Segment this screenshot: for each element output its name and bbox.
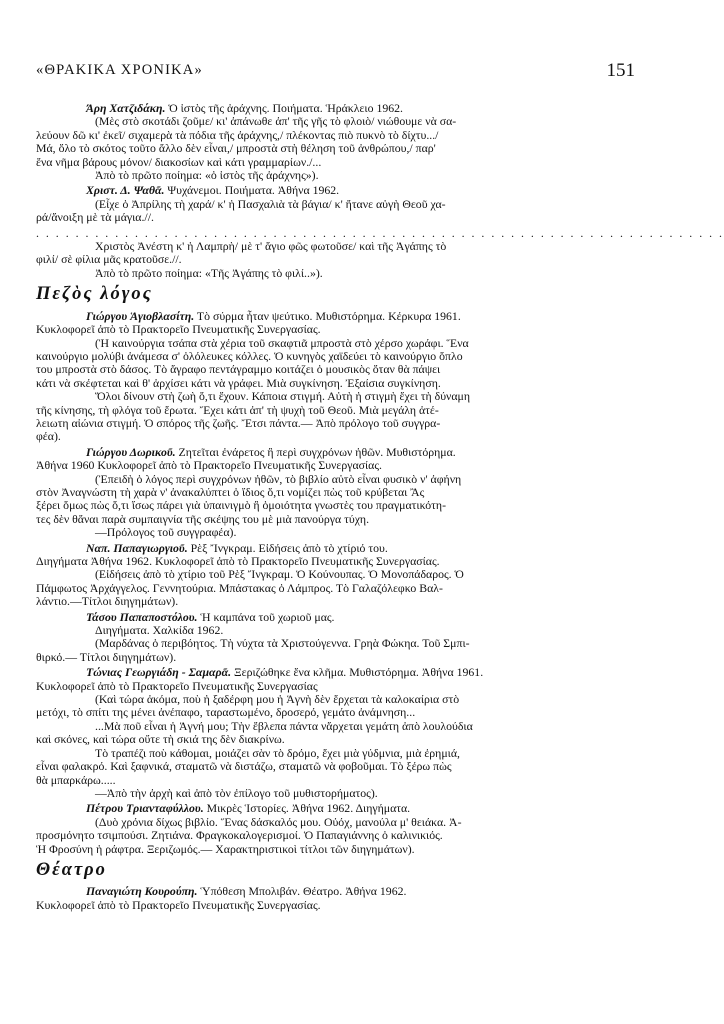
prose-entry bbox=[36, 542, 639, 609]
text-line: (Δυὸ χρόνια δίχως βιβλίο. Ἕνας δάσκαλός μου. Οὐόχ, μανούλα μ' θειάκα. Ἀ- bbox=[95, 814, 462, 829]
page-body bbox=[36, 101, 724, 912]
text-line: Πάμφωτος Ἀρχάγγελος. Γεννητούρια. Μπάστακας ὁ Λάμπρος. Τὸ Γαλαζόλεφκο Βαλ- bbox=[36, 580, 443, 595]
text-line: Κυκλοφορεῖ ἀπὸ τὸ Πρακτορεῖο Πνευματικῆς Συνεργασίας bbox=[36, 678, 318, 693]
page-number: 151 bbox=[606, 60, 635, 81]
text-line: Κυκλοφορεῖ ἀπὸ τὸ Πρακτορεῖο Πνευματικῆς Συνεργασίας. bbox=[36, 322, 321, 337]
text-line: ξέρει ὅμως πὼς ὅ,τι ἴσως πάρει γιὰ ὑπαινιγμὸ ἢ ὁμοιότητα γνωστὲς του πραγματικότη- bbox=[36, 498, 447, 513]
work-info: Ὁ ἱστὸς τῆς ἀράχνης. Ποιήματα. Ἡράκλειο 1962. bbox=[165, 101, 403, 115]
text-line: εἶναι φαλακρό. Καὶ ξαφνικά, σταματῶ νὰ διστάζω, σταματῶ νὰ φοβοῦμαι. Τὸ ξέρω πὼς bbox=[36, 759, 452, 774]
text-line: ρά/ἄνοιξη μὲ τὰ μάγια.//. bbox=[36, 210, 154, 225]
author-name: Παναγιώτη Κουρούπη. bbox=[86, 884, 198, 899]
work-info: Ζητεῖται ἐνάρετος ἢ περὶ συγχρόνων ἠθῶν. Μυθιστόρημα. bbox=[175, 444, 456, 459]
text-line: Μά, ὅλο τὸ σκότος τοῦτο ἄλλο δὲν εἶναι,/ μπροστὰ στὴ θέληση τοῦ ἀνθρώπου,/ παρ' bbox=[36, 141, 436, 156]
prose-entry bbox=[36, 666, 639, 800]
entry-heading bbox=[36, 542, 639, 555]
work-info: Μικρὲς Ἱστορίες. Ἀθήνα 1962. Διηγήματα. bbox=[203, 801, 411, 816]
theatre-entry bbox=[36, 885, 639, 912]
text-line: τῆς κίνησης, τὴ φλόγα τοῦ ἔρωτα. Ἔχει κάτι ἀπ' τὴ ψυχὴ τοῦ Θεοῦ. Μιὰ μεγάλη ἀτέ- bbox=[36, 402, 439, 417]
text-line: —Πρόλογος τοῦ συγγραφέα). bbox=[95, 525, 237, 540]
text-line: (Μὲς στὸ σκοτάδι ζοῦμε/ κι' ἀπάνωθε ἀπ' τῆς γῆς τὸ φλοιὸ/ νιώθουμε νὰ σα- bbox=[95, 114, 457, 129]
text-line: θιρκό.— Τίτλοι διηγημάτων). bbox=[36, 649, 177, 664]
text-line: Χριστὸς Ἀνέστη κ' ἡ Λαμπρὴ/ μὲ τ' ἅγιο φῶς φωτοῦσε/ καὶ τῆς Ἀγάπης τὸ bbox=[95, 239, 447, 254]
text-line: φέα). bbox=[36, 429, 61, 444]
text-line: του μπροστὰ στὸ δάσος. Τὸ ἄγραφο πεντάγραμμο κοιτάζει ὁ μουσικὸς ὅταν θὰ πάψει bbox=[36, 362, 441, 377]
author-name: Γιώργου Ἁγιοβλασίτη. bbox=[86, 308, 195, 323]
text-line: θὰ μπαρκάρω..... bbox=[36, 772, 116, 787]
work-info: Ἡ καμπάνα τοῦ χωριοῦ μας. bbox=[197, 609, 335, 624]
text-line: Διηγήματα. Χαλκίδα 1962. bbox=[95, 623, 224, 638]
entry-heading bbox=[36, 184, 639, 197]
prose-entry bbox=[36, 446, 639, 540]
text-line: καὶ σκόνες, καὶ τώρα οὔτε τὴ σκιά της δὲν διακρίνω. bbox=[36, 732, 285, 747]
entry-heading bbox=[36, 102, 639, 115]
text-line: (Εἶχε ὁ Ἀπρίλης τὴ χαρά/ κ' ἡ Πασχαλιὰ τὰ βάγια/ κ' ἤτανε αὐγὴ Θεοῦ χα- bbox=[95, 196, 446, 211]
text-line: κάτι νὰ σκέφτεται καὶ θ' ἀρχίσει κάτι νὰ γράφει. Μιὰ συγκίνηση. Ἐξαίσια συγκίνηση. bbox=[36, 375, 441, 390]
text-line: ...Μὰ ποῦ εἶναι ἡ Ἁγνή μου; Τὴν ἔβλεπα πάντα νἄρχεται γεμάτη ἀπὸ λουλούδια bbox=[95, 718, 473, 733]
entry-heading bbox=[36, 310, 639, 323]
text-line: ἕνα νῆμα βάρους μόνον/ διακοσίων καὶ κάτι γραμμαρίων./... bbox=[36, 154, 322, 169]
text-line: Ἀπὸ τὸ πρῶτο ποίημα: «Τῆς Ἀγάπης τὸ φιλί..»). bbox=[95, 265, 323, 280]
author-name: Ναπ. Παπαγιωργιοῦ. bbox=[86, 540, 188, 555]
text-line: λάντιο.—Τίτλοι διηγημάτων). bbox=[36, 594, 179, 609]
poetry-entry bbox=[36, 183, 724, 280]
section-heading-theatre: Θέατρο bbox=[36, 859, 107, 880]
entry-heading bbox=[36, 611, 639, 624]
work-info: Ψυχάνεμοι. Ποιήματα. Ἀθήνα 1962. bbox=[164, 183, 340, 198]
text-line: στὸν Ἀναγνώστη τὴ χαρὰ ν' ἀνακαλύπτει ὁ ἴδιος ὅ,τι νομίζει πὼς τοῦ κρύβεται Ἂς bbox=[36, 484, 425, 499]
work-info: Ὑπόθεση Μπολιβάν. Θέατρο. Ἀθήνα 1962. bbox=[197, 884, 407, 899]
text-line: καινούργιο μολύβι ἀνάμεσα σ' ὁλόλευκες κόλλες. Ὁ κυνηγὸς χαϊδεύει τὸ καινούργιο ὅπλο bbox=[36, 348, 463, 363]
entry-heading bbox=[36, 885, 639, 898]
prose-entry bbox=[36, 611, 639, 665]
entry-heading bbox=[36, 446, 639, 459]
running-header bbox=[36, 62, 635, 86]
author-name: Χριστ. Δ. Ψαθᾶ. bbox=[86, 183, 165, 198]
text-line: (Καὶ τώρα ἀκόμα, ποὺ ἡ ξαδέρφη μου ἡ Ἁγνὴ δὲν ἔρχεται τὰ καλοκαίρια στὸ bbox=[95, 692, 460, 707]
author-name: Πέτρου Τριανταφύλλου. bbox=[86, 801, 204, 816]
text-line: τες δὲν θἄναι παρὰ συμπαιγνία τῆς σκέψης του μὲ μιὰ πανούργα τύχη. bbox=[36, 511, 370, 526]
journal-title: «ΘΡΑΚΙΚΑ ΧΡΟΝΙΚΑ» bbox=[36, 62, 203, 78]
text-line: μετόχι, τὸ σπίτι της μένει ἀνέπαφο, ταραστωμένο, δροσερό, γεμάτο ἀνάμνηση... bbox=[36, 705, 416, 720]
author-name: Τώνιας Γεωργιάδη - Σαμαρᾶ. bbox=[86, 665, 232, 680]
text-line: —Ἀπὸ τὴν ἀρχὴ καὶ ἀπὸ τὸν ἐπίλογο τοῦ μυθιστορήματος). bbox=[95, 785, 378, 800]
entry-heading bbox=[36, 802, 639, 815]
text-line: Ἀθήνα 1960 Κυκλοφορεῖ ἀπὸ τὸ Πρακτορεῖο Πνευματικῆς Συνεργασίας. bbox=[36, 458, 382, 473]
work-info: Ρὲξ Ἴνγκραμ. Εἰδήσεις ἀπὸ τὸ χτίριό του. bbox=[187, 540, 388, 555]
text-line: (Ἐπειδὴ ὁ λόγος περὶ συγχρόνων ἠθῶν, τὸ βιβλίο αὐτὸ εἶναι φυσικὸ ν' ἀφήνη bbox=[95, 471, 462, 486]
poetry-entry bbox=[36, 102, 639, 182]
text-line: Κυκλοφορεῖ ἀπὸ τὸ Πρακτορεῖο Πνευματικῆς Συνεργασίας. bbox=[36, 897, 321, 912]
text-line: λειωτη αἰώνια στιγμή. Ὁ σπόρος τῆς ζωῆς. Ἔτσι πάντα.— Ἀπὸ πρόλογο τοῦ συγγρα- bbox=[36, 415, 441, 430]
work-info: Ξεριζώθηκε ἕνα κλῆμα. Μυθιστόρημα. Ἀθήνα 1961. bbox=[231, 665, 484, 680]
text-line: (Ἡ καινούργια τσάπα στὰ χέρια τοῦ σκαφτιᾶ μπροστὰ στὸ χέρσο χωράφι. Ἕνα bbox=[95, 335, 469, 350]
section-heading-prose: Πεζὸς λόγος bbox=[36, 284, 153, 305]
text-line: Διηγήματα Ἀθήνα 1962. Κυκλοφορεῖ ἀπὸ τὸ Πρακτορεῖο Πνευματικῆς Συνεργασίας. bbox=[36, 554, 440, 568]
text-line: λεύουν δῶ κι' ἐκεῖ/ σιχαμερὰ τὰ πόδια τῆς ἀράχνης,/ πλέκοντας πιὸ πυκνὸ τὸ δίχτυ.../ bbox=[36, 127, 439, 142]
author-name: Τάσου Παπαποστόλου. bbox=[86, 609, 198, 624]
entry-heading bbox=[36, 666, 639, 679]
text-line: Τὸ τραπέζι ποὺ κάθομαι, μοιάζει σὰν τὸ δρόμο, ἔχει μιὰ γύδμνια, μιὰ ἐρημιά, bbox=[95, 745, 460, 760]
prose-entry bbox=[36, 310, 639, 444]
text-line: Ἀπὸ τὸ πρῶτο ποίημα: «ὁ ἱστὸς τῆς ἀράχνης»). bbox=[95, 168, 319, 183]
ellipsis-row: . . . . . . . . . . . . . . . . . . . . . . . . . . . . . . . . . . . . . . . . . . . . . . . . . . . . . . . . . . . . . . . . . . . . . . bbox=[36, 225, 724, 240]
author-name: Γιώργου Δωρικοῦ. bbox=[86, 444, 176, 459]
work-info: Τὸ σύρμα ἦταν ψεύτικο. Μυθιστόρημα. Κέρκυρα 1961. bbox=[194, 308, 461, 323]
text-line: φιλί/ σὲ φίλια μᾶς κρατοῦσε.//. bbox=[36, 252, 182, 267]
text-line: προσμόνητο τσιμπούσι. Ζητιάνα. Φραγκοκαλογερισμοί. Ὁ Παπαγιάννης ὁ καλινικιός. bbox=[36, 828, 443, 843]
author-name: Άρη Χατζιδάκη. bbox=[86, 101, 166, 115]
prose-entry bbox=[36, 802, 639, 856]
text-line: Ὅλοι δίνουν στὴ ζωὴ ὅ,τι ἔχουν. Κάποια στιγμή. Αὐτὴ ἡ στιγμὴ ἔχει τὴ δύναμη bbox=[95, 389, 471, 404]
text-line: (Μαρδάνας ὁ περιβόητος. Τὴ νύχτα τὰ Χριστούγεννα. Γρηὰ Φώκηα. Τοῦ Σμπι- bbox=[95, 636, 470, 651]
text-line: Ἡ Φροσύνη ἡ ράφτρα. Ξεριζωμός.— Χαρακτηριστικοὶ τίτλοι τῶν διηγημάτων). bbox=[36, 841, 415, 856]
text-line: (Εἰδήσεις ἀπὸ τὸ χτίριο τοῦ Ρὲξ Ἴνγκραμ. Ὁ Κούνουπας. Ὁ Μονοπάδαρος. Ὁ bbox=[95, 567, 464, 582]
